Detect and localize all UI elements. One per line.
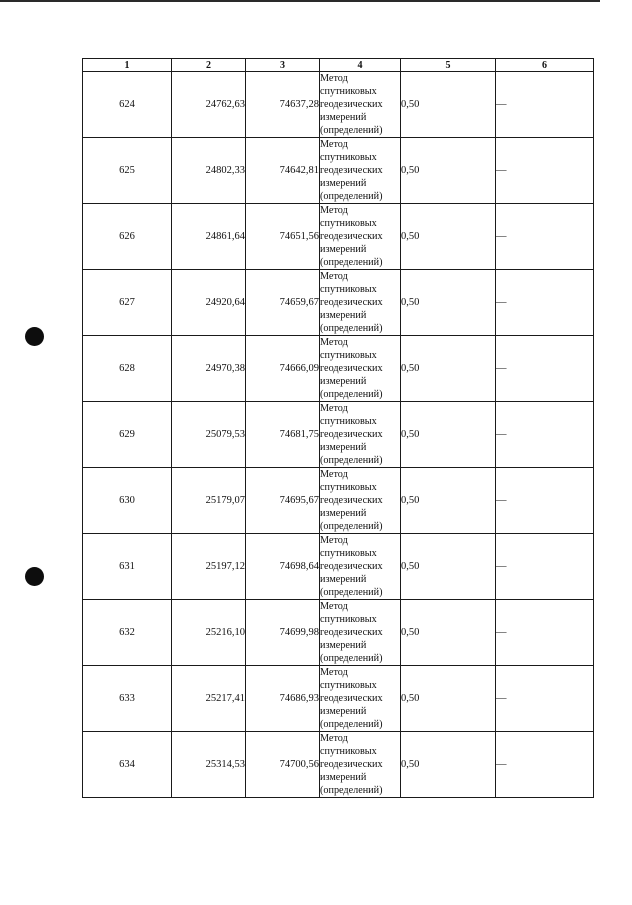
determination-method: Метод спутниковых геодезических измерений (определений) <box>320 534 401 600</box>
table-row <box>83 600 594 666</box>
accuracy-value: 0,50 <box>401 468 496 534</box>
point-number: 630 <box>83 468 172 534</box>
determination-method: Метод спутниковых геодезических измерений (определений) <box>320 270 401 336</box>
coordinate-y: 74699,98 <box>246 600 320 666</box>
accuracy-value: 0,50 <box>401 666 496 732</box>
determination-method: Метод спутниковых геодезических измерений (определений) <box>320 138 401 204</box>
accuracy-value: 0,50 <box>401 732 496 798</box>
point-description: — <box>496 534 594 600</box>
point-number: 632 <box>83 600 172 666</box>
coordinate-x: 25217,41 <box>172 666 246 732</box>
table-row <box>83 732 594 798</box>
coordinate-x: 24970,38 <box>172 336 246 402</box>
table-row <box>83 666 594 732</box>
coordinate-y: 74700,56 <box>246 732 320 798</box>
determination-method: Метод спутниковых геодезических измерений (определений) <box>320 204 401 270</box>
determination-method: Метод спутниковых геодезических измерений (определений) <box>320 336 401 402</box>
coordinates-table <box>82 58 594 798</box>
determination-method: Метод спутниковых геодезических измерений (определений) <box>320 402 401 468</box>
column-header-1: 1 <box>83 59 172 72</box>
point-description: — <box>496 204 594 270</box>
point-description: — <box>496 336 594 402</box>
coordinate-x: 24762,63 <box>172 72 246 138</box>
determination-method: Метод спутниковых геодезических измерений (определений) <box>320 468 401 534</box>
point-description: — <box>496 72 594 138</box>
point-description: — <box>496 402 594 468</box>
point-description: — <box>496 600 594 666</box>
table-row <box>83 402 594 468</box>
coordinate-y: 74681,75 <box>246 402 320 468</box>
point-number: 628 <box>83 336 172 402</box>
coordinate-x: 24802,33 <box>172 138 246 204</box>
column-header-3: 3 <box>246 59 320 72</box>
coordinate-y: 74642,81 <box>246 138 320 204</box>
coordinate-y: 74695,67 <box>246 468 320 534</box>
determination-method: Метод спутниковых геодезических измерений (определений) <box>320 600 401 666</box>
column-header-4: 4 <box>320 59 401 72</box>
point-number: 629 <box>83 402 172 468</box>
coordinate-x: 24861,64 <box>172 204 246 270</box>
point-description: — <box>496 666 594 732</box>
coordinate-x: 25079,53 <box>172 402 246 468</box>
accuracy-value: 0,50 <box>401 138 496 204</box>
determination-method: Метод спутниковых геодезических измерений (определений) <box>320 732 401 798</box>
coordinate-x: 25179,07 <box>172 468 246 534</box>
point-number: 634 <box>83 732 172 798</box>
coordinate-y: 74637,28 <box>246 72 320 138</box>
column-header-5: 5 <box>401 59 496 72</box>
point-number: 627 <box>83 270 172 336</box>
point-number: 633 <box>83 666 172 732</box>
coordinate-y: 74659,67 <box>246 270 320 336</box>
column-header-2: 2 <box>172 59 246 72</box>
coordinate-x: 24920,64 <box>172 270 246 336</box>
accuracy-value: 0,50 <box>401 270 496 336</box>
point-description: — <box>496 138 594 204</box>
table-row <box>83 534 594 600</box>
point-number: 631 <box>83 534 172 600</box>
point-number: 625 <box>83 138 172 204</box>
accuracy-value: 0,50 <box>401 600 496 666</box>
table-row <box>83 138 594 204</box>
coordinate-x: 25314,53 <box>172 732 246 798</box>
table-row <box>83 204 594 270</box>
table-row <box>83 336 594 402</box>
table-row <box>83 72 594 138</box>
coordinate-x: 25197,12 <box>172 534 246 600</box>
accuracy-value: 0,50 <box>401 336 496 402</box>
coordinate-y: 74686,93 <box>246 666 320 732</box>
accuracy-value: 0,50 <box>401 402 496 468</box>
coordinate-y: 74651,56 <box>246 204 320 270</box>
point-description: — <box>496 468 594 534</box>
determination-method: Метод спутниковых геодезических измерений (определений) <box>320 666 401 732</box>
coordinate-y: 74698,64 <box>246 534 320 600</box>
accuracy-value: 0,50 <box>401 204 496 270</box>
accuracy-value: 0,50 <box>401 72 496 138</box>
point-number: 626 <box>83 204 172 270</box>
punch-hole-mark <box>25 327 44 346</box>
accuracy-value: 0,50 <box>401 534 496 600</box>
table-row <box>83 270 594 336</box>
coordinate-y: 74666,09 <box>246 336 320 402</box>
column-header-6: 6 <box>496 59 594 72</box>
punch-hole-mark <box>25 567 44 586</box>
table-row <box>83 468 594 534</box>
header-row <box>83 59 594 72</box>
scan-top-edge <box>0 0 600 2</box>
coordinate-x: 25216,10 <box>172 600 246 666</box>
point-number: 624 <box>83 72 172 138</box>
point-description: — <box>496 270 594 336</box>
determination-method: Метод спутниковых геодезических измерений (определений) <box>320 72 401 138</box>
point-description: — <box>496 732 594 798</box>
